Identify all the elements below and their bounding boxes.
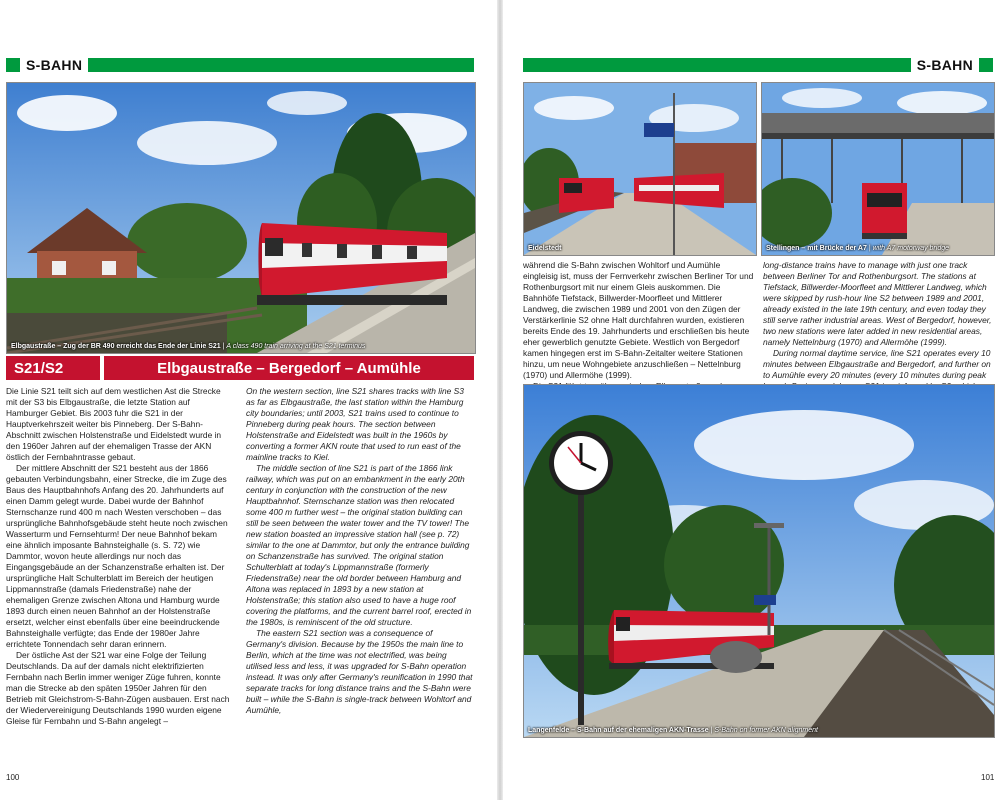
right-page <box>503 0 1000 800</box>
english-paragraph: The middle section of line S21 is part of the 1866 link railway, which was put on an embankment in the early 20th century in conjunction with the construction of the new Hauptbahnhof. Sternschanze station was then relocated some 400 m further west – the original station building can still be seen between the water tower and the TV tower! The new station boasted an impressive station hall (see p. 72) similar to the one at Dammtor, but only the entrance building on Schanzenstraße has survived. The original station Schulterblatt at today's Lippmannstraße (formerly Friedenstraße) near the old border between Hamburg and Altona was replaced in 1893 by a new station at Holstenstraße; this station also used to have a huge roof covering the platforms, and the current barrel roof, erected in the 1980s, is reminiscent of the old structure. <box>246 463 472 627</box>
photo-langenfelde-caption: Langenfelde – S-Bahn auf der ehemaligen AKN-Trasse | S-Bahn on former AKN alignment <box>528 727 818 734</box>
photo-eidelstedt <box>523 82 757 256</box>
left-header <box>6 56 474 74</box>
english-paragraph: The eastern S21 section was a consequence of Germany's division. Because by the 1950s the main line to Berlin, which at the time was not electrified, was being utilised less and less, it was upgraded for S-Bahn operation instead. It was only after Germany's reunification in 1990 that separate tracks for long distance trains and the S-Bahn were built – while the S-Bahn is single-track between Wohltorf and Aumühle, <box>246 628 473 715</box>
section-route-title: Elbgaustraße – Bergedorf – Aumühle <box>104 356 474 380</box>
english-paragraph: During normal daytime service, line S21 operates every 10 minutes between Elbgaustraße and Bergedorf, and further on to Aumühle every 20 minutes (every 10 minutes during peak <box>763 348 991 380</box>
header-bar <box>523 58 911 72</box>
german-paragraph: Der östliche Ast der S21 war eine Folge der Teilung Deutschlands. Da auf der damals nicht elektrifizierten Fernbahn nach Berlin immer weniger Züge fuhren, konnte man die Strecke ab den späten 1950er Jahren für den Betrieb mit Gleichstrom-S-Bahn-Zügen ausbauen. Erst nach der Wiedervereinigung Deutschlands 1990 wurden eigene Gleise für Fernbahn und S-Bahn angelegt – <box>6 650 230 726</box>
photo-elbgaustrasse-caption: Elbgaustraße – Zug der BR 490 erreicht das Ende der Linie S21 | A class 490 train arriving at the S21 terminus <box>11 343 366 350</box>
left-page <box>0 0 497 800</box>
left-english-column <box>246 386 474 716</box>
photo-stellingen-caption: Stellingen – mit Brücke der A7 | with A7 motorway bridge <box>766 245 949 252</box>
german-paragraph: während die S-Bahn zwischen Wohltorf und Aumühle eingleisig ist, muss der Fernverkehr zwischen Berliner Tor und Rothenburgsort mit nur einem Gleis auskommen. Die Bahnhöfe Tiefstack, Billwerder-Moorfleet und Mittlerer Landweg, die zwischen 1989 und 2001 von den Zügen der Verstärkerlinie S2 ohne Halt durchfahren wurden, existieren bereits Ende des 19. Jahrhunderts und erschließen bis heute eher gewerblich genutzte Gebiete. Westlich von Bergedorf kamen hingegen erst im S-Bahn-Zeitalter weitere Stationen hinzu, um neue Wohngebiete anzuschließen – Nettelnburg (1970) und Allermöhe (1999). <box>523 260 754 380</box>
english-paragraph: long-distance trains have to manage with just one track between Berliner Tor and Rothenburgsort. The stations at Tiefstack, Billwerder-Moorfleet and Mittlerer Landweg, which were skipped by rush-hour line S2 between 1989 and 2001, already existed in the late 19th century, and even today they still serve rather industrial areas. West of Bergedorf, however, two new stations were later added in new residential areas, namely Nettelnburg (1970) and Allermöhe (1999). <box>763 260 992 347</box>
photo-eidelstedt-caption: Eidelstedt <box>528 245 562 252</box>
header-bar <box>88 58 474 72</box>
section-code: S21/S2 <box>6 356 100 380</box>
photo-stellingen <box>761 82 995 256</box>
german-paragraph: Der mittlere Abschnitt der S21 besteht aus der 1866 gebauten Verbindungsbahn, einer Strecke, die im Zuge des Baus des Hauptbahnhofs Anfang des 20. Jahrhunderts auf einen Damm gelegt wurde. Dabei wurde der Bahnhof Sternschanze rund 400 m nach Westen verschoben – das ursprüngliche Bahnhofsgebäude steht heute noch zwischen Wasserturm und Fernsehturm! Der neue Bahnhof bekam eine ähnlich imposante Bahnsteighalle (s. S. 72) wie Dammtor, wovon heute allerdings nur noch das Eingangsgebäude an der Schanzenstraße erhalten ist. Der ursprüngliche Halt Schulterblatt im Bereich der heutigen Lippmannstraße (damals Friedenstraße) nahe der ehemaligen Grenze zwischen Altona und Hamburg wurde 1893 durch einen neuen Bahnhof an der Holstenstraße ersetzt, welcher einst ebenfalls über eine beeindruckende Bahnsteighalle verfügte; das Ende der 1980er Jahre errichtete Tonnendach sehr daran erinnern. <box>6 463 228 649</box>
german-paragraph: Die Linie S21 teilt sich auf dem westlichen Ast die Strecke mit der S3 bis Elbgaustraße, die letzte Station auf Hamburger Gebiet. Bis 2003 fuhr die S21 in der Hauptverkehrszeit weiter bis Pinneberg. Der S-Bahn-Abschnitt zwischen Holstenstraße und Eidelstedt wurde in den 1960er Jahren auf der ehemaligen Trasse der AKN östlich der Fernbahntrasse gebaut. <box>6 386 222 462</box>
left-header-title: S-BAHN <box>26 57 83 73</box>
page-number-left: 100 <box>6 773 20 782</box>
photo-langenfelde <box>523 384 995 738</box>
english-paragraph: On the western section, line S21 shares tracks with line S3 as far as Elbgaustraße, the last station within the Hamburg city boundaries; until 2003, S21 trains used to continue to Pinneberg during peak hours. The section between Holstenstraße and Eidelstedt was built in the 1960s by converting a former AKN route that used to run east of the mainline tracks to Kiel. <box>246 386 464 462</box>
right-header <box>523 56 993 74</box>
right-header-title: S-BAHN <box>916 57 973 73</box>
header-square <box>979 58 993 72</box>
right-english-column <box>763 260 993 403</box>
header-square <box>6 58 20 72</box>
left-german-column <box>6 386 234 727</box>
section-title-bar <box>6 356 474 380</box>
page-number-right: 101 <box>981 773 995 782</box>
photo-elbgaustrasse <box>6 82 476 354</box>
